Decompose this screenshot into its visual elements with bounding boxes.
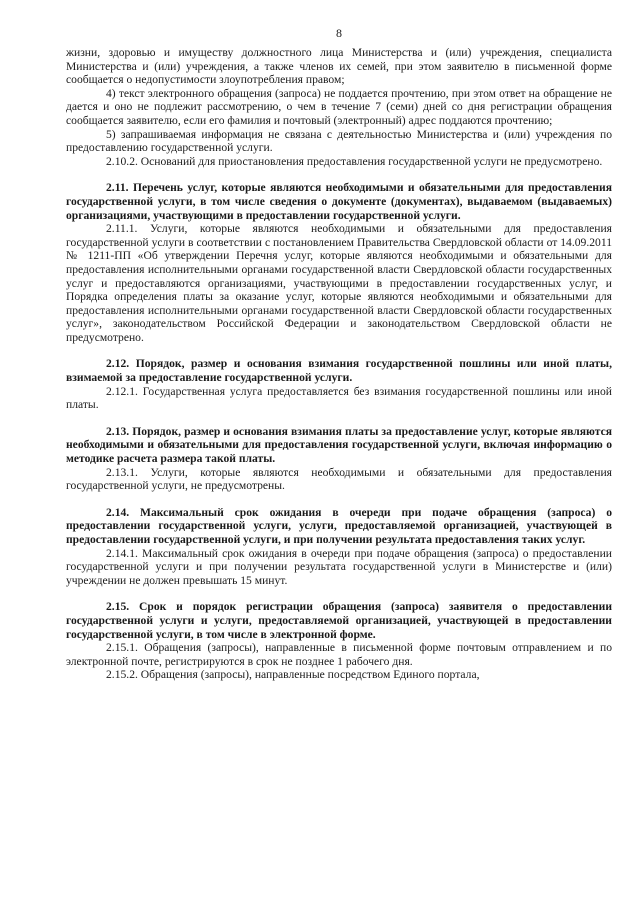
section-heading: 2.14. Максимальный срок ожидания в очереди при подаче обращения (запроса) о предоставлении государственной услуги, услуги, предоставляемой организацией, участвующей в предоставлении государственной услуги, и при получении результата предоставления таких услуг. (66, 505, 612, 546)
section-heading: 2.15. Срок и порядок регистрации обращения (запроса) заявителя о предоставлении государственной услуги и услуги, предоставляемой организацией, участвующей в предоставлении государственной услуги, в том числе в электронной форме. (66, 600, 612, 641)
body-paragraph: 2.12.1. Государственная услуга предоставляется без взимания государственной пошлины или иной платы. (66, 384, 612, 412)
body-paragraph: 5) запрашиваемая информация не связана с деятельностью Министерства и (или) учреждения по предоставлению государственной услуги. (66, 127, 612, 155)
body-paragraph: 2.10.2. Оснований для приостановления предоставления государственной услуги не предусмотрено. (106, 154, 603, 168)
body-paragraph: 2.15.2. Обращения (запросы), направленные посредством Единого портала, (106, 668, 480, 682)
body-paragraph: жизни, здоровью и имуществу должностного лица Министерства и (или) учреждения, специалиста Министерства и (или) учреждения, а также членов их семей, при этом заявителю в письменной форме сообщается о недопустимости злоупотребления правом; (66, 46, 612, 87)
document-body (66, 46, 612, 682)
section-heading: 2.12. Порядок, размер и основания взимания государственной пошлины или иной платы, взимаемой за предоставление государственной услуги. (66, 357, 612, 385)
body-paragraph: 4) текст электронного обращения (запроса) не поддается прочтению, при этом ответ на обращение не дается и оно не подлежит рассмотрению, о чем в течение 7 (семи) дней со дня регистрации обращения сообщается заявителю, если его фамилия и почтовый (электронный) адрес поддаются прочтению; (66, 86, 612, 127)
body-paragraph: 2.11.1. Услуги, которые являются необходимыми и обязательными для предоставления государственной услуги в соответствии с постановлением Правительства Свердловской области от 14.09.2011 № 1211-ПП «Об утверждении Перечня услуг, которые являются необходимыми и обязательными для предоставления исполнительными органами государственной власти Свердловской области государственных услуг и предоставляются организациями, участвующими в предоставлении государственных услуг, и Порядка определения платы за оказание услуг, которые являются необходимыми и обязательными для предоставления исполнительными органами государственной власти Свердловской области государственных услуг», законодательством Российской Федерации и законодательством Свердловской области не предусмотрено. (66, 222, 612, 344)
section-heading: 2.11. Перечень услуг, которые являются необходимыми и обязательными для предоставления государственной услуги, в том числе сведения о документе (документах), выдаваемом (выдаваемых) организациями, участвующими в предоставлении государственной услуги. (66, 181, 612, 222)
body-paragraph: 2.14.1. Максимальный срок ожидания в очереди при подаче обращения (запроса) о предоставлении государственной услуги и при получении результата государственной услуги в Министерстве и (или) учреждении не должен превышать 15 минут. (66, 546, 612, 587)
body-paragraph: 2.15.1. Обращения (запросы), направленные в письменной форме почтовым отправлением и по электронной почте, регистрируются в срок не позднее 1 рабочего дня. (66, 641, 612, 668)
body-paragraph: 2.13.1. Услуги, которые являются необходимыми и обязательными для предоставления государственной услуги, не предусмотрены. (66, 465, 612, 493)
page-number: 8 (336, 26, 342, 40)
section-heading: 2.13. Порядок, размер и основания взимания платы за предоставление услуг, которые являются необходимыми и обязательными для предоставления государственной услуги, включая информацию о методике расчета размера такой платы. (66, 424, 612, 466)
